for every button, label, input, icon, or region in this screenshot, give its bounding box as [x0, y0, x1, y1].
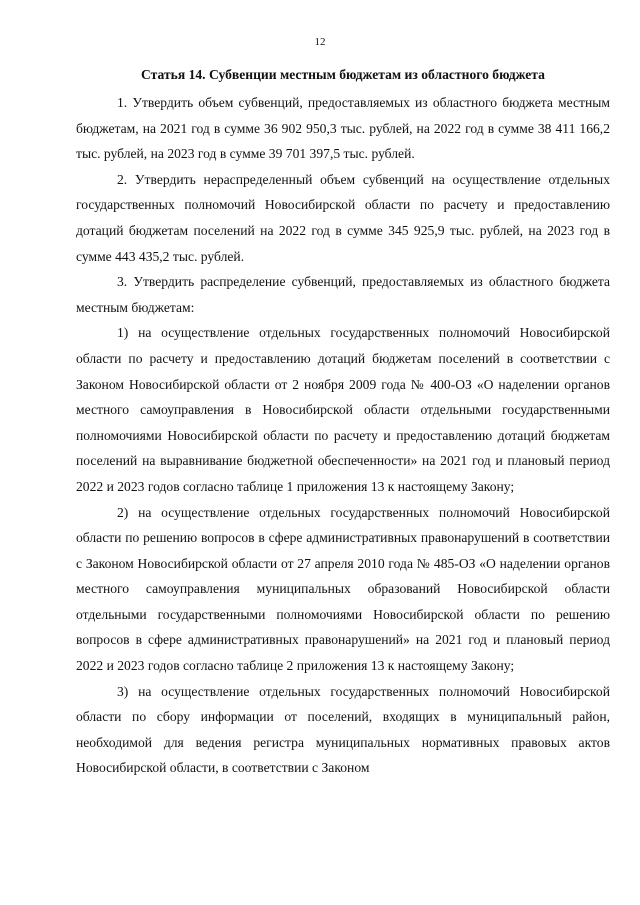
list-item-1: 1) на осуществление отдельных государственных полномочий Новосибирской области по расчету и предоставлению дотаций бюджетам поселений в соответствии с Законом Новосибирской области от 2 ноября 2009 года № 400-ОЗ «О наделении органов местного самоуправления в Новосибирской области отдельными государственными полномочиями Новосибирской области по расчету и предоставлению дотаций бюджетам поселений на выравнивание бюджетной обеспеченности» на 2021 год и плановый период 2022 и 2023 годов согласно таблице 1 приложения 13 к настоящему Закону; [76, 325, 610, 494]
paragraph-2: 2. Утвердить нераспределенный объем субвенций на осуществление отдельных государственных полномочий Новосибирской области по расчету и предоставлению дотаций бюджетам поселений на 2022 год в сумме 345 925,9 тыс. рублей, на 2023 год в сумме 443 435,2 тыс. рублей. [76, 171, 610, 264]
paragraph-1: 1. Утвердить объем субвенций, предоставляемых из областного бюджета местным бюджетам, на 2021 год в сумме 36 902 950,3 тыс. рублей, на 2022 год в сумме 38 411 166,2 тыс. рублей, на 2023 год в сумме 39 701 397,5 тыс. рублей. [76, 95, 610, 162]
article-title: Статья 14. Субвенции местным бюджетам из областного бюджета [141, 67, 545, 82]
article-body [76, 66, 610, 781]
list-item-3: 3) на осуществление отдельных государственных полномочий Новосибирской области по сбору информации от поселений, входящих в муниципальный район, необходимой для ведения регистра муниципальных нормативных правовых актов Новосибирской области, в соответствии с Законом [76, 683, 610, 776]
paragraph-3: 3. Утвердить распределение субвенций, предоставляемых из областного бюджета местным бюджетам: [76, 274, 610, 315]
list-item-2: 2) на осуществление отдельных государственных полномочий Новосибирской области по решению вопросов в сфере административных правонарушений в соответствии с Законом Новосибирской области от 27 апреля 2010 года № 485-ОЗ «О наделении органов местного самоуправления муниципальных образований Новосибирской области отдельными государственными полномочиями Новосибирской области по решению вопросов в сфере административных правонарушений» на 2021 год и плановый период 2022 и 2023 годов согласно таблице 2 приложения 13 к настоящему Закону; [76, 504, 610, 674]
page-number: 12 [314, 36, 326, 48]
